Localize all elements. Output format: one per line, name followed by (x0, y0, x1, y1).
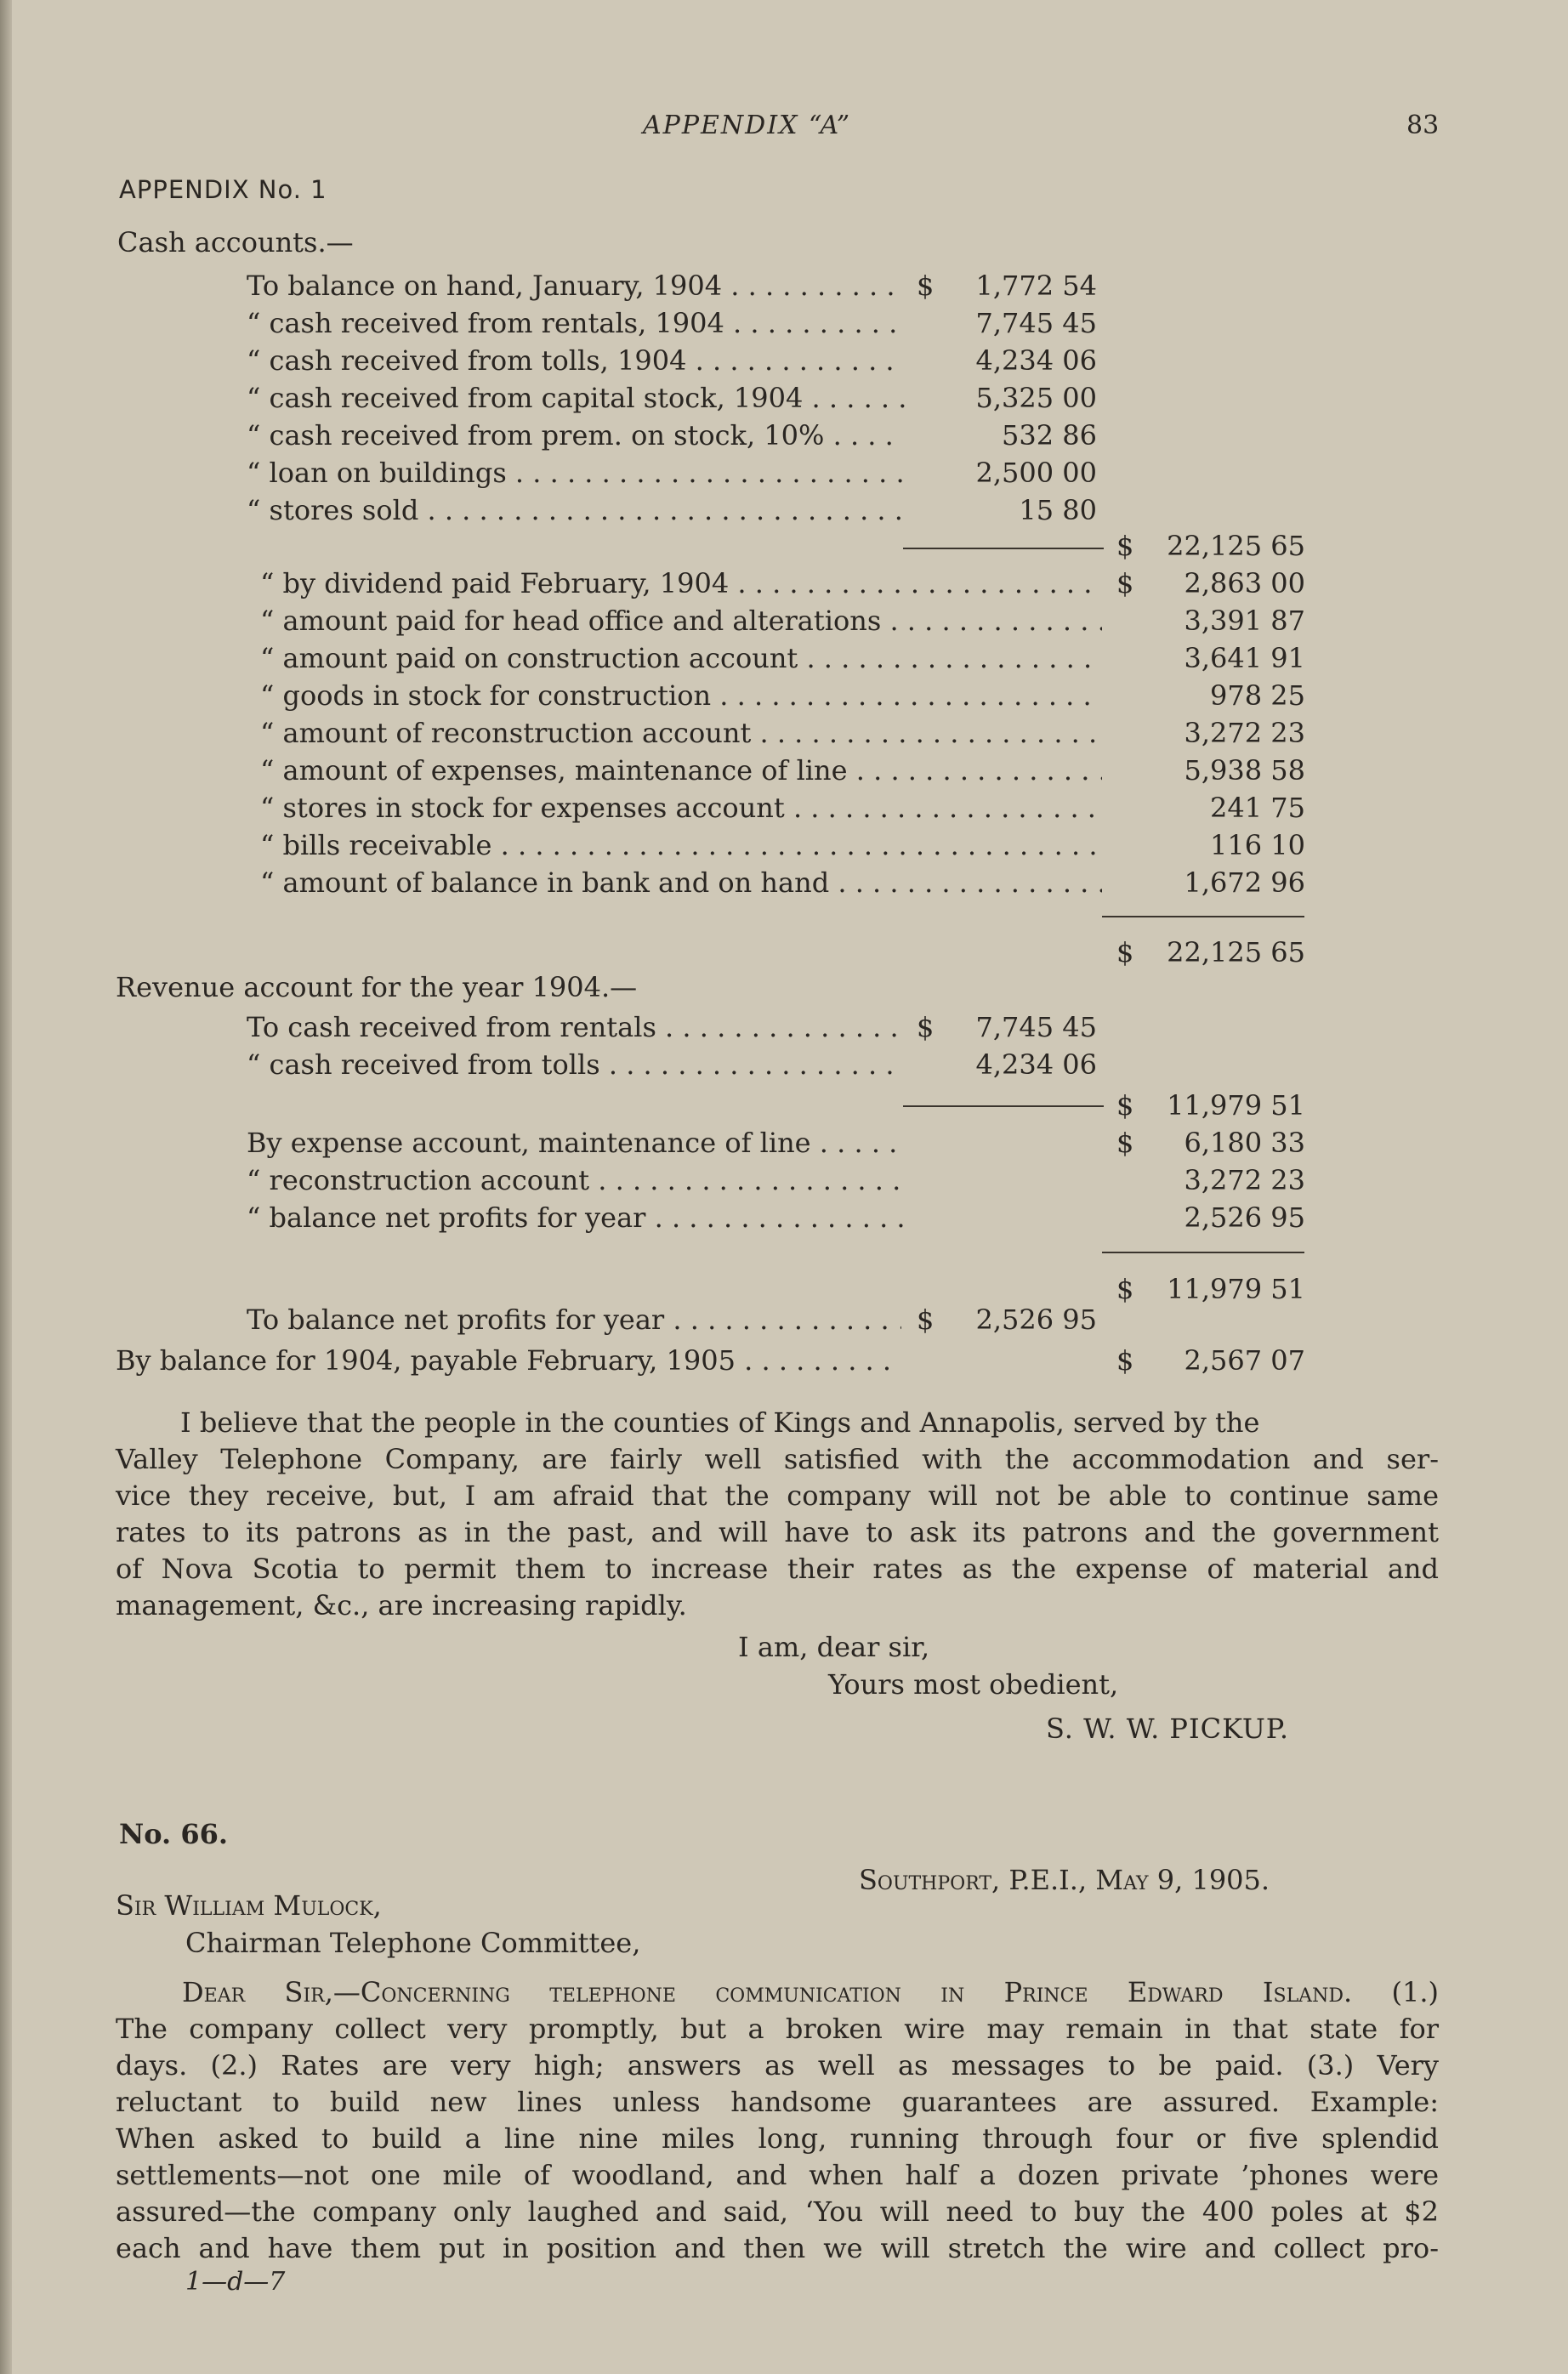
letter2-line: days. (2.) Rates are very high; answers as well as messages to be paid. (3.) Very (116, 2049, 1439, 2082)
revenue-expenses-total-dollar: $ (1116, 1273, 1134, 1305)
closing-phrase: Yours most obedient, (828, 1668, 1119, 1701)
letter-line: of Nova Scotia to permit them to increase their rates as the expense of material and (116, 1553, 1439, 1585)
ledger-amount: 15 80 (1019, 494, 1097, 526)
ledger-label: “ stores in stock for expenses account . . . (260, 789, 1102, 826)
letter2-line: The company collect very promptly, but a broken wire may remain in that state for (116, 2013, 1439, 2045)
letter2-line: each and have them put in position and then we will stretch the wire and collect pro- (116, 2232, 1439, 2264)
ledger-label: “ cash received from tolls, 1904 . . . (247, 342, 905, 379)
letter-line: vice they receive, but, I am afraid that the company will not be able to continue same (116, 1479, 1439, 1512)
ledger-amount: 2,500 00 (975, 457, 1097, 489)
cash-accounts-heading: Cash accounts.— (117, 226, 354, 258)
addressee-title: Chairman Telephone Committee, (185, 1927, 641, 1959)
letter-line: rates to its patrons as in the past, and will have to ask its patrons and the government (116, 1516, 1439, 1548)
running-title: APPENDIX “A” (643, 111, 852, 140)
letter-paragraph (116, 1405, 1439, 1624)
ledger-label: “ cash received from rentals, 1904 . . . (247, 304, 905, 342)
net-profits-dollar: $ (917, 1303, 935, 1336)
ledger-row (0, 379, 1568, 417)
ledger-amount: 978 25 (1210, 679, 1305, 712)
ledger-label: “ goods in stock for construction . . . (260, 677, 1102, 714)
ledger-label: “ amount of balance in bank and on hand . . . (260, 864, 1102, 901)
ledger-row (0, 602, 1568, 639)
ledger-amount: 6,180 33 (1184, 1127, 1305, 1159)
ledger-label: “ loan on buildings . . . (247, 454, 905, 491)
ledger-amount: 2,863 00 (1184, 567, 1305, 599)
letter-line: management, &c., are increasing rapidly. (116, 1589, 687, 1621)
ledger-label: “ amount of reconstruction account . . . (260, 714, 1102, 752)
revenue-heading: Revenue account for the year 1904.— (116, 971, 638, 1003)
ledger-row (0, 639, 1568, 677)
letter2-line: When asked to build a line nine miles long, running through four or five splendid (116, 2122, 1439, 2155)
ledger-amount: 3,272 23 (1184, 717, 1305, 749)
revenue-receipts-total-dollar: $ (1116, 1089, 1134, 1122)
cash-payments-rule (1102, 916, 1304, 917)
ledger-amount: 116 10 (1210, 829, 1305, 861)
ledger-row (0, 454, 1568, 491)
ledger-label: “ amount paid for head office and alterations . . . (260, 602, 1102, 639)
ledger-label: “ amount paid on construction account . . . (260, 639, 1102, 677)
ledger-row (0, 1199, 1568, 1236)
ledger-label: “ reconstruction account . . . (247, 1161, 905, 1199)
ledger-dollar: $ (917, 1011, 935, 1043)
addressee-name: Sir William Mulock, (116, 1889, 382, 1922)
letter2-line: assured—the company only laughed and said, ‘You will need to buy the 400 poles at $2 (116, 2195, 1439, 2228)
place-date: Southport, P.E.I., May 9, 1905. (859, 1864, 1270, 1896)
cash-payments-total-dollar: $ (1116, 936, 1134, 968)
ledger-label: “ amount of expenses, maintenance of line . . . (260, 752, 1102, 789)
ledger-row (0, 342, 1568, 379)
letter-line: I believe that the people in the counties of Kings and Annapolis, served by the (180, 1406, 1260, 1439)
ledger-amount: 1,772 54 (975, 270, 1097, 302)
cash-receipts-total-row (0, 527, 1568, 565)
ledger-row (0, 1124, 1568, 1161)
ledger-amount: 3,272 23 (1184, 1164, 1305, 1196)
ledger-row (0, 826, 1568, 864)
appendix-label: APPENDIX No. 1 (119, 175, 327, 204)
ledger-label: “ by dividend paid February, 1904 . . . (260, 565, 1102, 602)
ledger-label: “ bills receivable . . . (260, 826, 1102, 864)
ledger-row (0, 565, 1568, 602)
ledger-amount: 1,672 96 (1184, 866, 1305, 899)
ledger-label: “ cash received from prem. on stock, 10% . . . (247, 417, 905, 454)
ledger-label: “ cash received from capital stock, 1904 . . . (247, 379, 905, 417)
ledger-amount: 3,391 87 (1184, 605, 1305, 637)
ledger-amount: 5,325 00 (975, 382, 1097, 414)
net-profits-label: To balance net profits for year . . . (247, 1301, 901, 1338)
ledger-row (0, 1161, 1568, 1199)
ledger-amount: 532 86 (1002, 419, 1097, 452)
ledger-row (0, 267, 1568, 304)
revenue-receipts-total-row (0, 1087, 1568, 1124)
ledger-row (0, 752, 1568, 789)
ledger-amount: 3,641 91 (1184, 642, 1305, 674)
ledger-label: “ stores sold . . . (247, 491, 905, 529)
ledger-label: By expense account, maintenance of line . . . (247, 1124, 905, 1161)
ledger-amount: 2,526 95 (1184, 1201, 1305, 1234)
balance-dollar: $ (1116, 1344, 1134, 1377)
page-number: 83 (1406, 111, 1440, 140)
balance-amount: 2,567 07 (1184, 1344, 1305, 1377)
ledger-label: To cash received from rentals . . . (247, 1008, 905, 1046)
signature: S. W. W. PICKUP. (1046, 1712, 1290, 1745)
closing-salutation: I am, dear sir, (738, 1631, 930, 1663)
ledger-row (0, 714, 1568, 752)
letter2-line: reluctant to build new lines unless handsome guarantees are assured. Example: (116, 2086, 1439, 2118)
ledger-row (0, 864, 1568, 901)
revenue-receipts-total-amount: 11,979 51 (1167, 1089, 1305, 1122)
balance-row (0, 1342, 1568, 1379)
ledger-label: “ cash received from tolls . . . (247, 1046, 905, 1083)
ledger-amount: 7,745 45 (975, 307, 1097, 339)
ledger-amount: 7,745 45 (975, 1011, 1097, 1043)
letter2-paragraph (116, 1974, 1439, 2267)
ledger-row (0, 304, 1568, 342)
ledger-row (0, 789, 1568, 826)
signature-mark: 1—d—7 (185, 2267, 286, 2297)
ledger-row (0, 1046, 1568, 1083)
cash-payments-total-row (0, 934, 1568, 971)
ledger-dollar: $ (1116, 567, 1134, 599)
ledger-dollar: $ (1116, 1127, 1134, 1159)
net-profits-row (0, 1301, 1568, 1338)
ledger-label: To balance on hand, January, 1904 . . . (247, 267, 905, 304)
ledger-row (0, 491, 1568, 529)
cash-receipts-total-amount: 22,125 65 (1167, 530, 1305, 562)
cash-receipts-total-dollar: $ (1116, 530, 1134, 562)
ledger-amount: 4,234 06 (975, 1048, 1097, 1081)
ledger-amount: 4,234 06 (975, 344, 1097, 377)
ledger-dollar: $ (917, 270, 935, 302)
balance-label: By balance for 1904, payable February, 1905 . . . (116, 1342, 901, 1379)
revenue-expenses-total-amount: 11,979 51 (1167, 1273, 1305, 1305)
ledger-row (0, 417, 1568, 454)
letter-line: Valley Telephone Company, are fairly well satisfied with the accommodation and ser- (116, 1443, 1439, 1475)
ledger-amount: 5,938 58 (1184, 754, 1305, 787)
letter2-line: settlements—not one mile of woodland, and when half a dozen private ’phones were (116, 2159, 1439, 2191)
ledger-amount: 241 75 (1210, 792, 1305, 824)
letter2-line: Dear Sir,—Concerning telephone communication in Prince Edward Island. (1.) (182, 1976, 1439, 2008)
ledger-label: “ balance net profits for year . . . (247, 1199, 905, 1236)
cash-payments-total-amount: 22,125 65 (1167, 936, 1305, 968)
revenue-expenses-rule (1102, 1252, 1304, 1253)
ledger-row (0, 1008, 1568, 1046)
net-profits-amount: 2,526 95 (975, 1303, 1097, 1336)
letter-number: No. 66. (119, 1818, 228, 1850)
ledger-row (0, 677, 1568, 714)
